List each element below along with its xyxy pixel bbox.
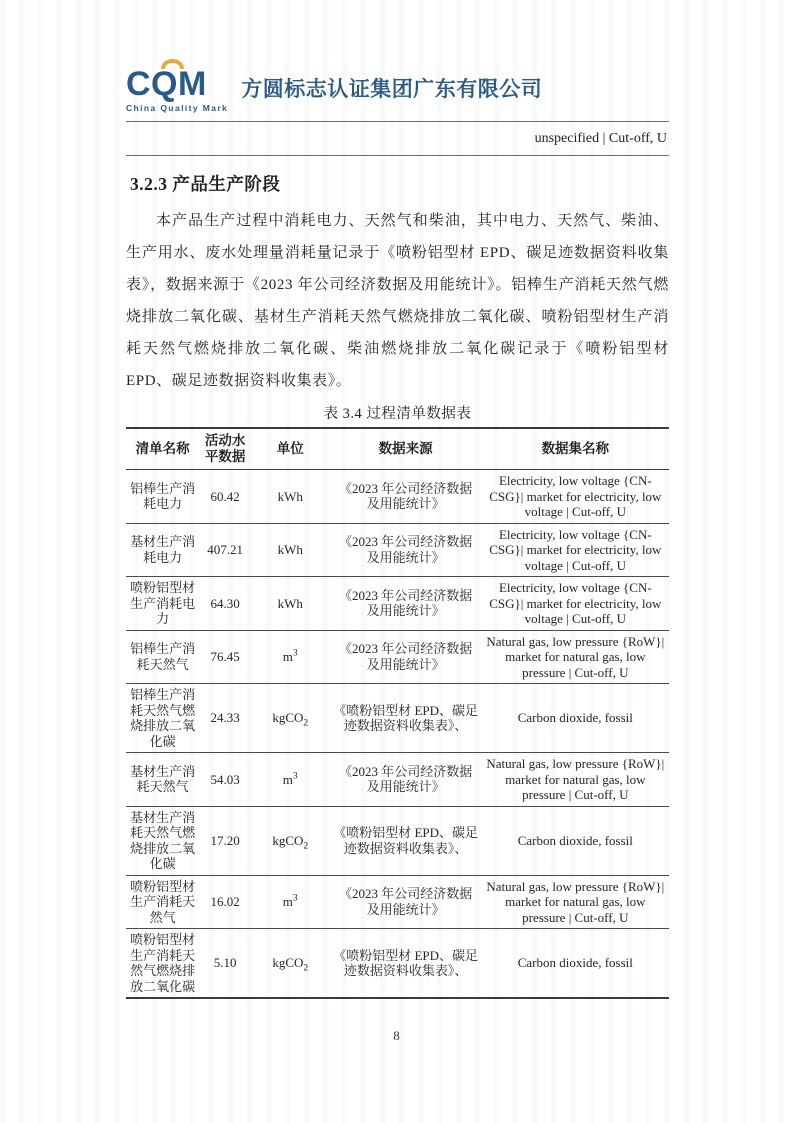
cell-unit: kgCO$_2$	[251, 929, 330, 999]
table-header	[126, 428, 669, 470]
cell-inventory-name: 喷粉铝型材生产消耗天然气	[126, 875, 199, 929]
cell-activity-value: 5.10	[199, 929, 251, 999]
cell-unit: $m^3$	[251, 753, 330, 807]
cell-activity-value: 54.03	[199, 753, 251, 807]
cell-dataset-name: Natural gas, low pressure {RoW}| market for natural gas, low pressure | Cut-off, U	[482, 753, 669, 807]
col-header-dataset-name: 数据集名称	[482, 428, 669, 470]
col-header-activity-data: 活动水平数据	[199, 428, 251, 470]
cell-inventory-name: 基材生产消耗天然气燃烧排放二氧化碳	[126, 806, 199, 875]
cell-unit: kWh	[251, 523, 330, 577]
col-header-data-source: 数据来源	[330, 428, 482, 470]
process-inventory-table	[126, 427, 669, 999]
table-row	[126, 875, 669, 929]
cell-dataset-name: Carbon dioxide, fossil	[482, 806, 669, 875]
cell-data-source: 《喷粉铝型材 EPD、碳足迹数据资料收集表》、	[330, 684, 482, 753]
table-row	[126, 806, 669, 875]
cell-inventory-name: 基材生产消耗天然气	[126, 753, 199, 807]
cell-data-source: 《2023 年公司经济数据及用能统计》	[330, 577, 482, 631]
cell-data-source: 《2023 年公司经济数据及用能统计》	[330, 630, 482, 684]
table-row	[126, 684, 669, 753]
logo-tagline: China Quality Mark	[126, 103, 229, 113]
body-paragraph: 本产品生产过程中消耗电力、天然气和柴油，其中电力、天然气、柴油、生产用水、废水处理量消耗量记录于《喷粉铝型材 EPD、碳足迹数据资料收集表》，数据来源于《2023 年公司经济数据及用能统计》。铝棒生产消耗天然气燃烧排放二氧化碳、基材生产消耗天然气燃烧排放二氧化碳、喷粉铝型材生产消耗天然气燃烧排放二氧化碳、柴油燃烧排放二氧化碳记录于《喷粉铝型材 EPD、碳足迹数据资料收集表》。	[126, 213, 669, 389]
cell-dataset-name: Natural gas, low pressure {RoW}| market for natural gas, low pressure | Cut-off, U	[482, 875, 669, 929]
table-row	[126, 753, 669, 807]
table-row	[126, 929, 669, 999]
header-rule-bottom	[126, 155, 669, 156]
cell-activity-value: 407.21	[199, 523, 251, 577]
company-name: 方圆标志认证集团广东有限公司	[241, 78, 543, 101]
cell-inventory-name: 基材生产消耗电力	[126, 523, 199, 577]
table-row	[126, 523, 669, 577]
logo-text: CQM	[126, 65, 207, 103]
cell-dataset-name: Electricity, low voltage {CN-CSG}| market for electricity, low voltage | Cut-off, U	[482, 577, 669, 631]
table-row	[126, 577, 669, 631]
section-heading: 3.2.3 产品生产阶段	[130, 174, 281, 194]
cell-dataset-name: Natural gas, low pressure {RoW}| market for natural gas, low pressure | Cut-off, U	[482, 630, 669, 684]
cell-activity-value: 16.02	[199, 875, 251, 929]
cell-data-source: 《2023 年公司经济数据及用能统计》	[330, 875, 482, 929]
cell-data-source: 《2023 年公司经济数据及用能统计》	[338, 480, 473, 512]
cell-activity-value: 17.20	[199, 806, 251, 875]
cell-unit: kgCO$_2$	[251, 684, 330, 753]
cell-unit: $m^3$	[251, 875, 330, 929]
cell-data-source: 《2023 年公司经济数据及用能统计》	[330, 753, 482, 807]
cell-dataset-name: Carbon dioxide, fossil	[482, 929, 669, 999]
cell-dataset-name: Electricity, low voltage {CN-CSG}| market for electricity, low voltage | Cut-off, U	[489, 473, 662, 519]
cell-data-source: 《喷粉铝型材 EPD、碳足迹数据资料收集表》、	[330, 929, 482, 999]
cell-inventory-name: 铝棒生产消耗电力	[130, 480, 196, 512]
cqm-logo	[126, 58, 228, 113]
cell-data-source: 《2023 年公司经济数据及用能统计》	[330, 523, 482, 577]
col-header-unit: 单位	[251, 428, 330, 470]
cell-dataset-name: Carbon dioxide, fossil	[482, 684, 669, 753]
table-body	[126, 470, 669, 999]
cell-unit: kWh	[251, 577, 330, 631]
page-number: 8	[393, 1028, 400, 1043]
table-caption: 表 3.4 过程清单数据表	[323, 406, 472, 422]
cell-activity-value: 76.45	[199, 630, 251, 684]
table-row	[126, 470, 669, 524]
cell-activity-value: 64.30	[199, 577, 251, 631]
cell-inventory-name: 喷粉铝型材生产消耗电力	[126, 577, 199, 631]
dataset-ref-text: unspecified | Cut-off, U	[534, 131, 667, 146]
cell-unit: kgCO$_2$	[251, 806, 330, 875]
col-header-inventory-name: 清单名称	[126, 428, 199, 470]
table-row	[126, 630, 669, 684]
cell-data-source: 《喷粉铝型材 EPD、碳足迹数据资料收集表》、	[330, 806, 482, 875]
cell-inventory-name: 铝棒生产消耗天然气燃烧排放二氧化碳	[126, 684, 199, 753]
page-header	[126, 0, 669, 113]
cell-unit: $m^3$	[251, 630, 330, 684]
cell-activity-value: 24.33	[199, 684, 251, 753]
table-header-row	[126, 428, 669, 470]
cell-inventory-name: 喷粉铝型材生产消耗天然气燃烧排放二氧化碳	[126, 929, 199, 999]
cell-activity-value: 60.42	[210, 488, 240, 504]
logo-arc-icon	[161, 59, 184, 69]
cell-unit: kWh	[277, 488, 303, 504]
cell-inventory-name: 铝棒生产消耗天然气	[126, 630, 199, 684]
cell-dataset-name: Electricity, low voltage {CN-CSG}| market for electricity, low voltage | Cut-off, U	[482, 523, 669, 577]
